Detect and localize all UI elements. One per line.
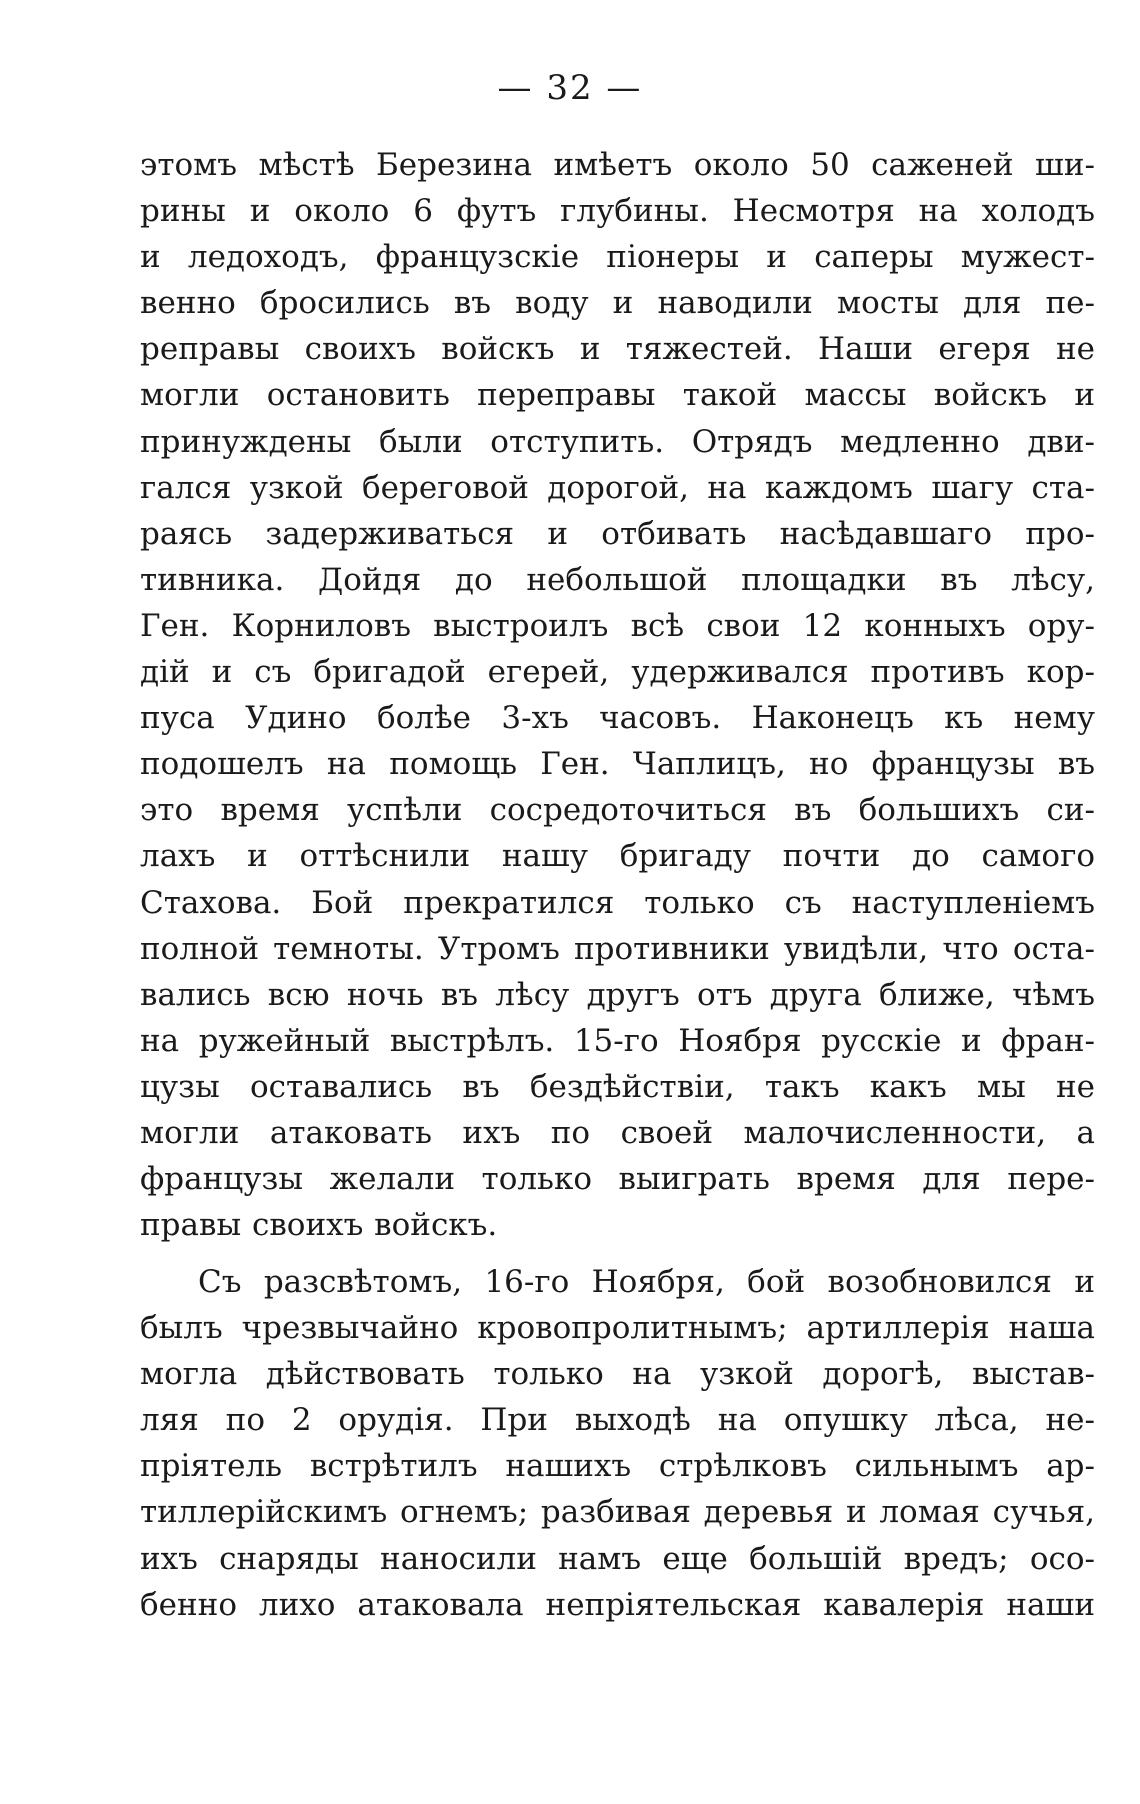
text-line: и ледоходъ, французскіе пiонеры и саперы мужест- [140,239,1095,276]
text-line: ляя по 2 орудія. При выходѣ на опушку лѣса, не- [140,1402,1095,1439]
text-line: на ружейный выстрѣлъ. 15-го Ноября русскіе и фран- [140,1022,1095,1059]
text-line: Стахова. Бой прекратился только съ наступленіемъ [140,884,1095,921]
paragraph-2 [140,1259,1095,1628]
text-line: этомъ мѣстѣ Березина имѣетъ около 50 саженей ши- [140,147,1095,183]
text-line: венно бросились въ воду и наводили мосты для пе- [140,285,1095,322]
text-line: могла дѣйствовать только на узкой дорогѣ, выстав- [140,1356,1095,1393]
text-line: это время успѣли сосредоточиться въ большихъ си- [140,792,1095,829]
text-line: цузы оставались въ бездѣйствіи, такъ какъ мы не [140,1068,1095,1105]
text-line: правы своихъ войскъ. [140,1207,498,1244]
text-line: тивника. Дойдя до небольшой площадки въ лѣсу, [140,561,1095,598]
text-line: гался узкой береговой дорогой, на каждомъ шагу ста- [140,469,1095,506]
text-line: пуса Удино болѣе 3-хъ часовъ. Наконецъ къ нему [140,700,1095,737]
text-line: пріятель встрѣтилъ нашихъ стрѣлковъ сильнымъ ар- [140,1448,1095,1485]
text-line: бенно лихо атаковала непріятельская кавалерія наши [140,1586,1095,1623]
text-line: вались всю ночь въ лѣсу другъ отъ друга ближе, чѣмъ [140,976,1095,1013]
text-line: реправы своихъ войскъ и тяжестей. Наши егеря не [140,331,1095,368]
text-line: могли остановить переправы такой массы войскъ и [140,377,1095,414]
text-line: французы желали только выиграть время для пере- [140,1161,1095,1198]
text-line: Ген. Корниловъ выстроилъ всѣ свои 12 конныхъ ору- [140,607,1095,644]
text-line: ихъ снаряды наносили намъ еще большій вредъ; осо- [140,1540,1095,1577]
text-line: былъ чрезвычайно кровопролитнымъ; артиллерія наша [140,1310,1095,1347]
text-line: полной темноты. Утромъ противники увидѣли, что оста- [140,930,1095,967]
text-line: подошелъ на помощь Ген. Чаплицъ, но французы въ [140,746,1095,783]
page-number: — 32 — [497,68,643,108]
text-line: тиллерійскимъ огнемъ; разбивая деревья и ломая сучья, [140,1494,1095,1531]
text-line: раясь задерживаться и отбивать насѣдавшаго про- [140,515,1095,552]
text-line: принуждены были отступить. Отрядъ медленно дви- [140,423,1095,460]
paragraph-1 [140,142,1095,1248]
text-line: дій и съ бригадой егерей, удерживался противъ кор- [140,654,1095,691]
text-line: лахъ и оттѣснили нашу бригаду почти до самого [140,838,1095,875]
text-line: рины и около 6 футъ глубины. Несмотря на холодъ [140,193,1095,230]
text-line: могли атаковать ихъ по своей малочисленности, а [140,1114,1095,1151]
text-line: Съ разсвѣтомъ, 16-го Ноября, бой возобновился и [198,1264,1095,1300]
